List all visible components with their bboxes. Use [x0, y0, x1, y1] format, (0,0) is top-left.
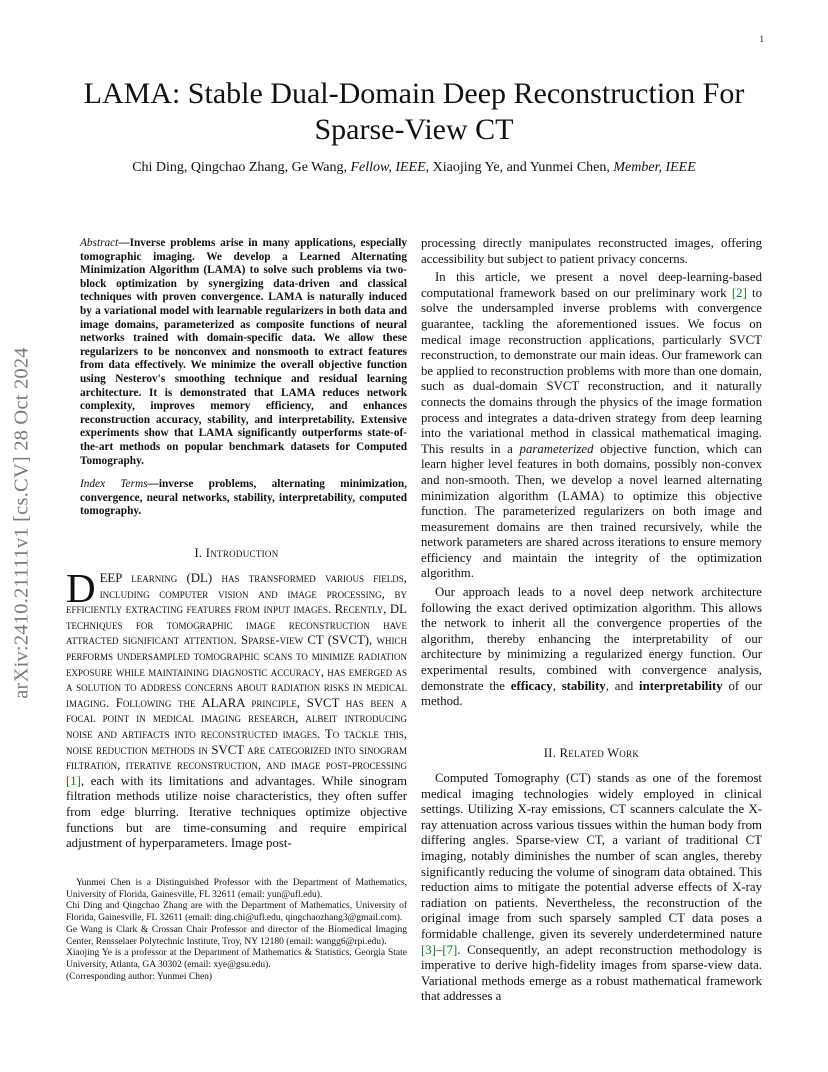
- separator-text: ,: [552, 678, 562, 693]
- paragraph-text: Our approach leads to a novel deep network architecture following the exact derived optimization algorithm. This allows the network to inherit all the convergence properties of the algorithm, thereby enhancing the interpretability of our architecture by minimizing a regularized energy function. Our experimental results, combined with convergence analysis, demonstrate the: [421, 585, 762, 693]
- citation-link[interactable]: [1]: [66, 773, 81, 788]
- citation-link[interactable]: [7]: [442, 942, 458, 957]
- author-member-title: Member, IEEE: [613, 160, 696, 175]
- author-list: [60, 160, 768, 176]
- arxiv-stamp-text: arXiv:2410.21111v1 [cs.CV] 28 Oct 2024: [10, 347, 33, 699]
- continued-paragraph: processing directly manipulates reconstructed images, offering accessibility but subject to patient privacy concerns.: [421, 236, 762, 266]
- paragraph-text: . Consequently, an adept reconstruction methodology is imperative to derive high-fidelity images from sparse-view data. Variational methods emerge as a robust mathematical framework that addresses a: [421, 942, 762, 1004]
- citation-link[interactable]: [2]: [731, 285, 747, 300]
- bold-term: efficacy: [510, 678, 553, 693]
- author-names: Chi Ding, Qingchao Zhang, Ge Wang,: [132, 160, 351, 175]
- bold-term: stability: [561, 678, 606, 693]
- paragraph-text: Computed Tomography (CT) stands as one of the foremost medical imaging technologies widely employed in clinical settings. Utilizing X-ray emissions, CT scanners calculate the X-ray attenuation across various tissues within the human body from differing angles. Sparse-view CT, a variant of traditional CT imaging, notably diminishes the number of scan angles, thereby significantly reducing the volume of sinogram data obtained. This reduction aims to mitigate the potential adverse effects of X-ray radiation on patients. Nevertheless, the reconstruction of the original image from such sparsely sampled CT data poses a formidable challenge, given its severely underdetermined nature: [421, 771, 762, 941]
- paragraph-framework: [421, 270, 762, 582]
- footnote: Yunmei Chen is a Distinguished Professor with the Department of Mathematics, University of Florida, Gainesville, FL 32611 (email: yun@ufl.edu).: [66, 878, 407, 900]
- bold-term: interpretability: [639, 678, 723, 693]
- author-footnotes: [66, 878, 407, 983]
- section-heading-introduction: I. Introduction: [194, 546, 279, 560]
- abstract-text: —Inverse problems arise in many applications, especially tomographic imaging. We develop a Learned Alternating Minimization Algorithm (LAMA) to solve such problems via two-block optimization by synergizing data-driven and classical techniques with proven convergence. LAMA is naturally induced by a variational model with learnable regularizers in both data and image domains, parameterized as composite functions of neural networks trained with domain-specific data. We allow these regularizers to be nonconvex and nonsmooth to extract features from data effectively. We minimize the overall objective function using Nesterov's smoothing technique and residual learning architecture. It is demonstrated that LAMA reduces network complexity, improves memory efficiency, and enhances reconstruction accuracy, stability, and interpretability. Extensive experiments show that LAMA significantly outperforms state-of-the-art methods on popular benchmark datasets for Computed Tomography.: [80, 237, 407, 467]
- paragraph-approach: [421, 585, 762, 710]
- index-terms-label: Index Terms: [80, 478, 148, 490]
- emphasis-text: parameterized: [519, 441, 594, 456]
- related-work-paragraph: [421, 771, 762, 1005]
- abstract: [80, 237, 407, 468]
- paragraph-text: objective function, which can learn higher level features in both domains, possibly non-convex and non-smooth. Then, we develop a novel learned alternating minimization algorithm (LAMA) to optimize this objective function. The parameterized regularizers on both image and measurement domains are then trained recursively, while the network parameters are shared across iterations to ensure memory efficiency and maintain the integrity of the optimization algorithm.: [421, 441, 763, 581]
- abstract-label: Abstract: [80, 237, 119, 249]
- drop-cap: D: [66, 565, 96, 611]
- index-terms: [80, 478, 407, 519]
- section-heading-related-work: II. Related Work: [543, 746, 640, 760]
- paper-title: LAMA: Stable Dual-Domain Deep Reconstruction For Sparse-View CT: [83, 77, 745, 146]
- author-names-rest: , Xiaojing Ye, and Yunmei Chen,: [425, 160, 614, 175]
- paragraph: [421, 771, 762, 1005]
- introduction-paragraph: [66, 565, 407, 852]
- footnote: Ge Wang is Clark & Crossan Chair Professor and director of the Biomedical Imaging Center, Rensselaer Polytechnic Institute, Troy, NY 12180 (email: wangg6@rpi.edu).: [66, 924, 407, 947]
- index-terms-text: —inverse problems, alternating minimization, convergence, neural networks, stability, interpretability, computed tomography.: [80, 478, 408, 518]
- right-column: [421, 236, 762, 710]
- footnote: Chi Ding and Qingchao Zhang are with the Department of Mathematics, University of Florida, Gainesville, FL 32611 (email: ding.chi@ufl.edu, qingchaozhang3@gmail.com).: [66, 901, 407, 924]
- footnote: (Corresponding author: Yunmei Chen): [66, 971, 213, 982]
- intro-text-a: EEP learning (DL) has transformed various fields, including computer vision and image processing, by efficiently extracting features from input images. Recently, DL techniques for tomographic image reconstruction have attracted significant attention. Sparse-view CT (SVCT), which performs undersampled tomographic scans to minimize radiation exposure while maintaining diagnostic accuracy, has emerged as a solution to address concerns about radiation risks in medical imaging. Following the ALARA principle, SVCT has been a focal point in medical imaging research, albeit introducing noise and artifacts into reconstructed images. To tackle this, noise reduction methods in SVCT are categorized into sinogram filtration, iterative reconstruction, and image post-processing: [66, 571, 407, 773]
- intro-text-b: , each with its limitations and advantages. While sinogram filtration methods utilize noise characteristics, they often suffer from edge blurring. Iterative techniques optimize objective functions but are time-consuming and require empirical adjustment of hyperparameters. Image post-: [66, 773, 407, 851]
- separator-text: , and: [605, 678, 640, 693]
- citation-link[interactable]: [3]: [421, 942, 436, 957]
- range-dash: –: [435, 942, 443, 957]
- paragraph-text: to solve the undersampled inverse problems with convergence guarantee, tackling the aforementioned issues. We focus on medical image reconstruction applications, particularly SVCT reconstruction, to demonstrate our main ideas. Our framework can be applied to reconstruction problems with more than one domain, such as dual-domain SVCT reconstruction, and it naturally connects the domains through the physics of the image formation process and integrates a data-driven strategy from deep learning into the variational method in classical mathematical imaging. This results in a: [421, 285, 763, 456]
- page-number: 1: [759, 34, 764, 44]
- footnote: Xiaojing Ye is a professor at the Department of Mathematics & Statistics, Georgia State University, Atlanta, GA 30302 (email: xye@gsu.edu).: [66, 948, 407, 970]
- paragraph-text: of our method.: [421, 678, 763, 709]
- paragraph-text: In this article, we present a novel deep-learning-based computational framework based on our preliminary work: [421, 270, 762, 300]
- author-fellow-title: Fellow, IEEE: [350, 160, 426, 175]
